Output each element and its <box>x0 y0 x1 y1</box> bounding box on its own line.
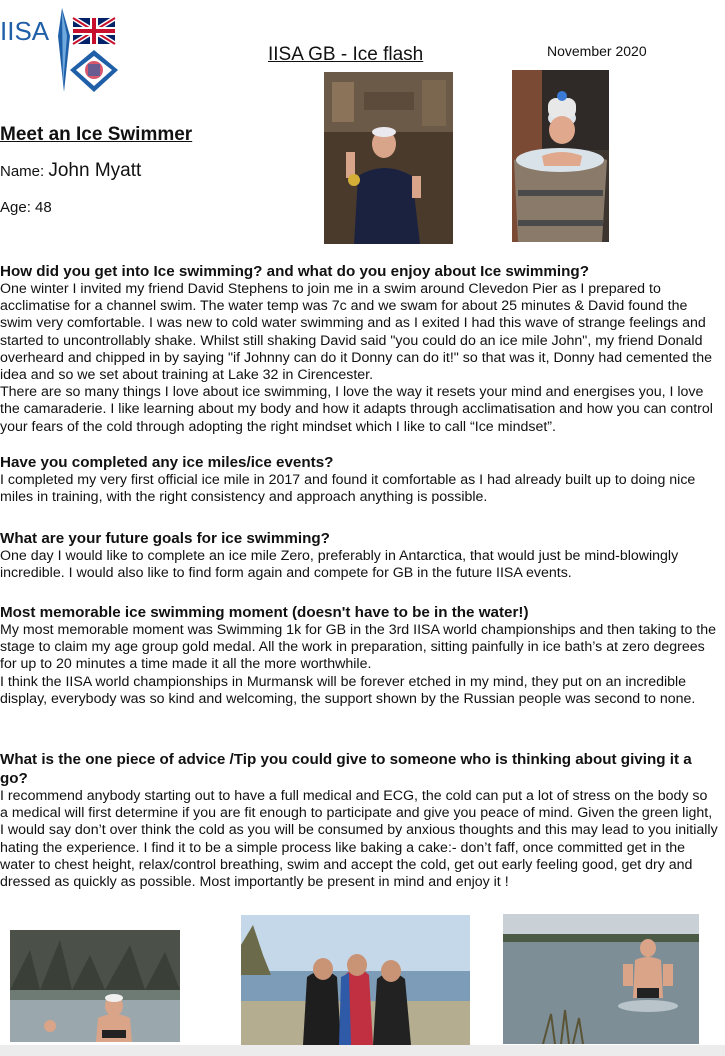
union-flag-icon <box>73 18 115 44</box>
photo-swimmer-lake-trees <box>10 930 180 1042</box>
qa-section-getting-into <box>0 262 719 436</box>
profile-name <box>0 160 141 182</box>
name-label: Name: <box>0 163 45 180</box>
question: What is the one piece of advice /Tip you could give to someone who is thinking about giving it a go? <box>0 751 692 787</box>
age-value: 48 <box>35 199 52 216</box>
newsletter-title: IISA GB - Ice flash <box>268 44 424 65</box>
answer-paragraph: I completed my very first official ice mile in 2017 and found it comfortable as I had already built up to doing nice miles in training, with the right consistency and approach anything is possible. <box>0 472 696 506</box>
answer <box>0 622 719 708</box>
age-label: Age: <box>0 199 31 216</box>
qa-section-memorable-moment <box>0 603 719 708</box>
photo-ice-barrel <box>512 70 609 242</box>
photo-group-lakeside <box>241 915 470 1045</box>
answer-paragraph: There are so many things I love about ice swimming, I love the way it resets your mind and energises you, I love the camaraderie. I like learning about my body and how it adapts through acclimatisation and how you can control your fears of the cold through adopting the right mindset which I like to call “Ice mindset”. <box>0 384 713 435</box>
answer <box>0 548 719 582</box>
iisa-logo <box>0 6 125 94</box>
answer <box>0 281 719 436</box>
qa-section-future-goals <box>0 529 719 582</box>
crest-icon <box>70 50 118 92</box>
name-value: John Myatt <box>48 160 142 181</box>
qa-section-ice-miles <box>0 453 719 506</box>
photo-swimmer-with-medal <box>324 72 453 244</box>
newsletter-date: November 2020 <box>547 43 647 59</box>
section-title-meet: Meet an Ice Swimmer <box>0 124 193 145</box>
answer <box>0 472 719 506</box>
logo-text: IISA <box>0 16 50 46</box>
answer <box>0 788 719 891</box>
answer-paragraph: I think the IISA world championships in Murmansk will be forever etched in my mind, they put on an incredible display, everybody was so kind and welcoming, the support shown by the Russian people was second to none. <box>0 673 696 707</box>
question: What are your future goals for ice swimming? <box>0 530 330 547</box>
answer-paragraph: One day I would like to complete an ice mile Zero, preferably in Antarctica, that would just be mind-blowingly incredible. I would also like to find form again and compete for GB in the future IISA events. <box>0 548 679 582</box>
question: Have you completed any ice miles/ice events? <box>0 454 334 471</box>
question: Most memorable ice swimming moment (doesn't have to be in the water!) <box>0 604 529 621</box>
page-bottom-bar <box>0 1045 725 1056</box>
answer-paragraph: I recommend anybody starting out to have a full medical and ECG, the cold can put a lot of stress on the body so a medical will first determine if you are fit enough to participate and give you peace of mind. Given the green light, I would say don’t over think the cold as you will be consumed by anxious thoughts and this may lead to you initially hating the experience. I find it to be a simple process like baking a cake:- don’t faff, once committed get in the water to chest height, relax/control breathing, swim and accept the cold, get out early feeling good, get dry and dressed as quickly as possible. Most importantly be present in mind and enjoy it ! <box>0 788 718 891</box>
qa-section-advice <box>0 750 719 891</box>
answer-paragraph: My most memorable moment was Swimming 1k for GB in the 3rd IISA world championships and then taking to the stage to claim my age group gold medal. All the work in preparation, sitting painfully in ice bath’s at zero degrees for up to 20 minutes a time made it all the more worthwhile. <box>0 622 716 673</box>
question: How did you get into Ice swimming? and what do you enjoy about Ice swimming? <box>0 263 589 280</box>
photo-swimmer-in-lake <box>503 914 699 1044</box>
profile-age <box>0 199 52 216</box>
answer-paragraph: One winter I invited my friend David Stephens to join me in a swim around Clevedon Pier as I prepared to acclimatise for a channel swim. The water temp was 7c and we swam for about 25 minutes & David found the swim very comfortable. I was new to cold water swimming and as I exited I had this wave of strange feelings and started to uncontrollably shake. Whilst still shaking David said "you could do an ice mile John", my friend Donald overheard and chipped in by saying "if Johnny can do it Donny can do it!" so that was it, Donny had cemented the idea and so we set about training at Lake 32 in Cirencester. <box>0 281 713 384</box>
